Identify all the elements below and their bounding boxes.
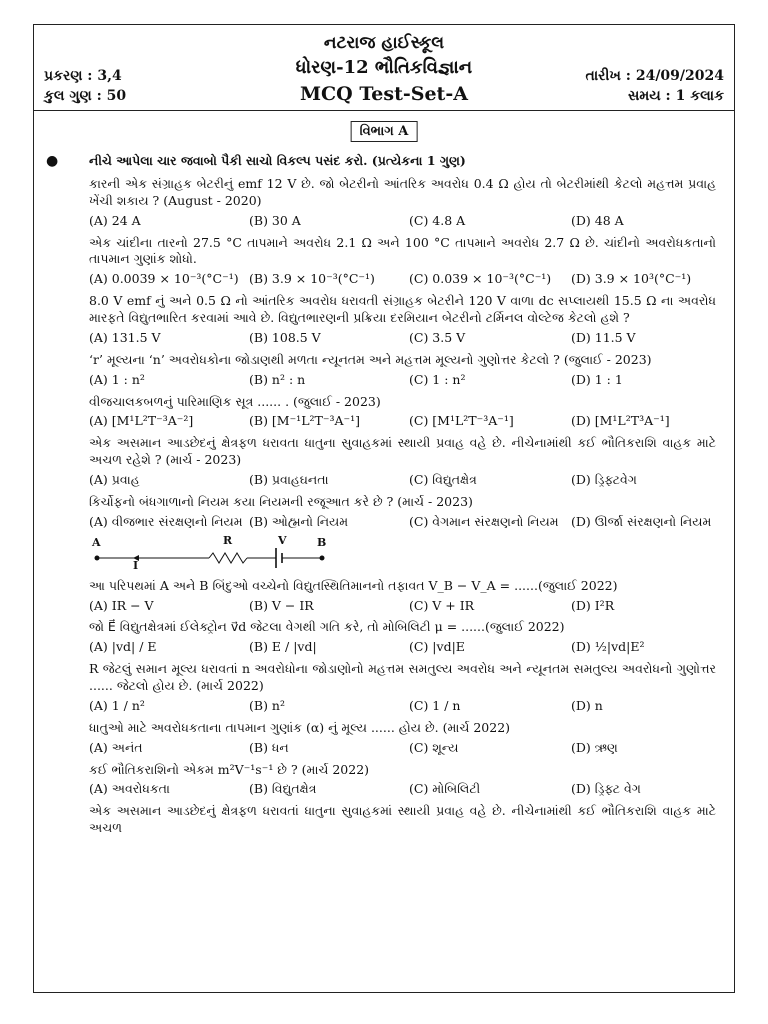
option-d: (D) ડ્રિફ્ટ વેગ <box>571 781 641 797</box>
option-d: (D) ડ્રિફ્ટવેગ <box>571 472 637 487</box>
option-b: (B) V − IR <box>249 597 314 613</box>
option-b: (B) [M⁻¹L²T⁻³A⁻¹] <box>249 413 360 429</box>
option-c: (C) મોબિલિટી <box>409 781 481 797</box>
option-a: (A) અવરોધકતા <box>89 781 170 797</box>
question-text: એક ચાંદીના તારનો 27.5 °C તાપમાને અવરોધ 2.1 Ω અને 100 °C તાપમાને અવરોધ 2.7 Ω છે. ચાંદીનો અવરોધકતાનો તાપમાન ગુણાંક શોધો. <box>89 234 716 267</box>
circuit-label-b: B <box>317 535 327 549</box>
option-a: (A) 1 / n² <box>89 697 145 713</box>
option-d: (D) 48 A <box>571 212 624 228</box>
option-c: (C) V + IR <box>409 597 475 613</box>
option-a: (A) પ્રવાહ <box>89 472 140 487</box>
option-a: (A) IR − V <box>89 597 154 613</box>
option-a: (A) 131.5 V <box>89 329 161 345</box>
question-list-2 <box>34 578 734 837</box>
page-frame <box>33 24 735 993</box>
header <box>34 25 734 111</box>
bullet-icon: ● <box>46 153 59 169</box>
option-d: (D) ઊર્જા સંરક્ષણનો નિયમ <box>571 513 712 529</box>
school-name: નટરાજ હાઈસ્કૂલ <box>323 33 445 53</box>
question-text: કિર્ચોફનો બંધગાળાનો નિયમ કયા નિયમની રજૂઆત કરે છે ? (માર્ચ - 2023) <box>89 493 473 509</box>
options-row <box>34 413 734 430</box>
option-c: (C) 0.039 × 10⁻³(°C⁻¹) <box>409 271 552 287</box>
option-a: (A) અનંત <box>89 739 143 755</box>
circuit-diagram <box>89 533 327 576</box>
question-text: એક અસમાન આડછેદનું ક્ષેત્રફળ ધરાવતાં ધાતુના સુવાહકમાં સ્થાયી પ્રવાહ વહે છે. નીચેનામાંથી કઈ ભૌતિકરાશિ વાહક માટે અચળ <box>89 803 716 836</box>
circuit-label-v: V <box>278 533 287 547</box>
option-d: (D) ઋણ <box>571 739 618 755</box>
option-b: (B) પ્રવાહઘનતા <box>249 472 329 487</box>
options-row <box>34 639 734 656</box>
option-a: (A) વીજભાર સંરક્ષણનો નિયમ <box>89 513 243 529</box>
option-b: (B) 30 A <box>249 212 301 228</box>
subject-title: ધોરણ-12 ભૌતિકવિજ્ઞાન <box>295 57 473 78</box>
option-d: (D) n <box>571 697 603 713</box>
options-row <box>34 598 734 615</box>
question-list <box>34 176 734 531</box>
question-text: કારની એક સંગ્રાહક બેટરીનું emf 12 V છે. જો બેટરીનો આંતરિક અવરોધ 0.4 Ω હોય તો બેટરીમાંથી કેટલો મહત્તમ પ્રવાહ ખેંચી શકાય ? (August - 2020) <box>89 175 716 208</box>
question-text: R જેટલું સમાન મૂલ્ય ધરાવતાં n અવરોધોના જોડાણોનો મહત્તમ સમતુલ્ય અવરોધ અને ન્યૂનતમ સમતુલ્ય અવરોધનો ગુણોત્તર ...... જેટલો હોય છે. (માર્ચ 2022) <box>89 661 716 693</box>
options-row <box>34 740 734 757</box>
option-a: (A) |vd| / E <box>89 639 157 655</box>
options-row <box>34 514 734 531</box>
option-c: (C) શૂન્ય <box>409 739 459 755</box>
instruction-text: નીચે આપેલા ચાર જવાબો પૈકી સાચો વિકલ્પ પસંદ કરો. (પ્રત્યેકના 1 ગુણ) <box>89 153 466 168</box>
option-b: (B) n² : n <box>249 371 306 387</box>
circuit-drawing <box>89 533 329 576</box>
time-label: સમય : 1 કલાક <box>627 88 724 104</box>
options-row <box>34 781 734 798</box>
question-text: ધાતુઓ માટે અવરોધકતાના તાપમાન ગુણાંક (α) નું મૂલ્ય ...... હોય છે. (માર્ચ 2022) <box>89 719 511 735</box>
marks-label: કુલ ગુણ : 50 <box>44 88 127 104</box>
options-row <box>34 472 734 489</box>
options-row <box>34 330 734 347</box>
option-b: (B) 3.9 × 10⁻³(°C⁻¹) <box>249 271 375 287</box>
option-a: (A) 0.0039 × 10⁻³(°C⁻¹) <box>89 271 239 287</box>
option-d: (D) ½|vd|E² <box>571 639 645 655</box>
question-text: જો E⃗ વિદ્યુતક્ષેત્રમાં ઈલેક્ટ્રોન v⃗d જેટલા વેગથી ગતિ કરે, તો મોબિલિટી μ = ......(જુલાઈ 2022) <box>89 619 565 635</box>
option-c: (C) વિદ્યુતક્ષેત્ર <box>409 472 477 487</box>
chapter-label: પ્રકરણ : 3,4 <box>44 68 122 84</box>
option-c: (C) 1 : n² <box>409 371 466 387</box>
option-c: (C) 3.5 V <box>409 329 466 345</box>
option-a: (A) 1 : n² <box>89 371 145 387</box>
option-b: (B) E / |vd| <box>249 639 317 655</box>
option-d: (D) 1 : 1 <box>571 371 623 387</box>
option-d: (D) [M¹L²T³A⁻¹] <box>571 413 670 429</box>
option-b: (B) વિદ્યુતક્ષેત્ર <box>249 781 317 797</box>
circuit-label-a: A <box>92 535 101 549</box>
circuit-label-r: R <box>223 533 233 547</box>
option-d: (D) 3.9 × 10³(°C⁻¹) <box>571 271 692 287</box>
option-b: (B) ધન <box>249 739 289 755</box>
option-c: (C) |vd|E <box>409 639 465 655</box>
question-text: વીજચાલકબળનું પારિમાણિક સૂત્ર ...... . (જુલાઈ - 2023) <box>89 393 381 409</box>
options-row <box>34 372 734 389</box>
option-c: (C) 1 / n <box>409 697 461 713</box>
test-title: MCQ Test-Set-A <box>300 83 468 105</box>
instruction <box>34 153 734 170</box>
option-d: (D) I²R <box>571 597 615 613</box>
question-text: ‘r’ મૂલ્યના ‘n’ અવરોધકોના જોડાણથી મળતા ન્યૂનતમ અને મહત્તમ મૂલ્યનો ગુણોત્તર કેટલો ? (જુલાઈ - 2023) <box>89 351 652 367</box>
option-b: (B) n² <box>249 697 285 713</box>
option-c: (C) વેગમાન સંરક્ષણનો નિયમ <box>409 513 559 529</box>
question-text: આ પરિપથમાં A અને B બિંદુઓ વચ્ચેનો વિદ્યુતસ્થિતિમાનનો તફાવત V_B − V_A = ......(જુલાઈ 2022) <box>89 577 618 593</box>
date-label: તારીખ : 24/09/2024 <box>585 68 724 84</box>
option-b: (B) 108.5 V <box>249 329 321 345</box>
option-c: (C) [M¹L²T⁻³A⁻¹] <box>409 413 514 429</box>
options-row <box>34 213 734 230</box>
option-a: (A) 24 A <box>89 212 141 228</box>
option-d: (D) 11.5 V <box>571 329 636 345</box>
circuit-label-i: I <box>133 558 139 572</box>
options-row <box>34 271 734 288</box>
questions-area <box>34 153 734 840</box>
question-text: એક અસમાન આડછેદનું ક્ષેત્રફળ ધરાવતા ધાતુના સુવાહકમાં સ્થાયી પ્રવાહ વહે છે. નીચેનામાંથી કઈ ભૌતિકરાશિ વાહક માટે અચળ રહેશે ? (માર્ચ - 2023) <box>89 435 716 468</box>
option-b: (B) ઓહ્મનો નિયમ <box>249 513 349 529</box>
options-row <box>34 698 734 715</box>
question-text: 8.0 V emf નું અને 0.5 Ω નો આંતરિક અવરોધ ધરાવતી સંગ્રાહક બેટરીને 120 V વાળા dc સપ્લાયથી 15.5 Ω ના અવરોધ મારફતે વિદ્યુતભારિત કરવામાં આવે છે. વિદ્યુતભારણની પ્રક્રિયા દરમિયાન બેટરીનો ટર્મિનલ વોલ્ટેજ કેટલો હશે ? <box>89 293 716 325</box>
option-c: (C) 4.8 A <box>409 212 466 228</box>
section-label: વિભાગ A <box>351 121 418 142</box>
option-a: (A) [M¹L²T⁻³A⁻²] <box>89 413 194 429</box>
question-text: કઈ ભૌતિકરાશિનો એકમ m²V⁻¹s⁻¹ છે ? (માર્ચ 2022) <box>89 761 370 777</box>
